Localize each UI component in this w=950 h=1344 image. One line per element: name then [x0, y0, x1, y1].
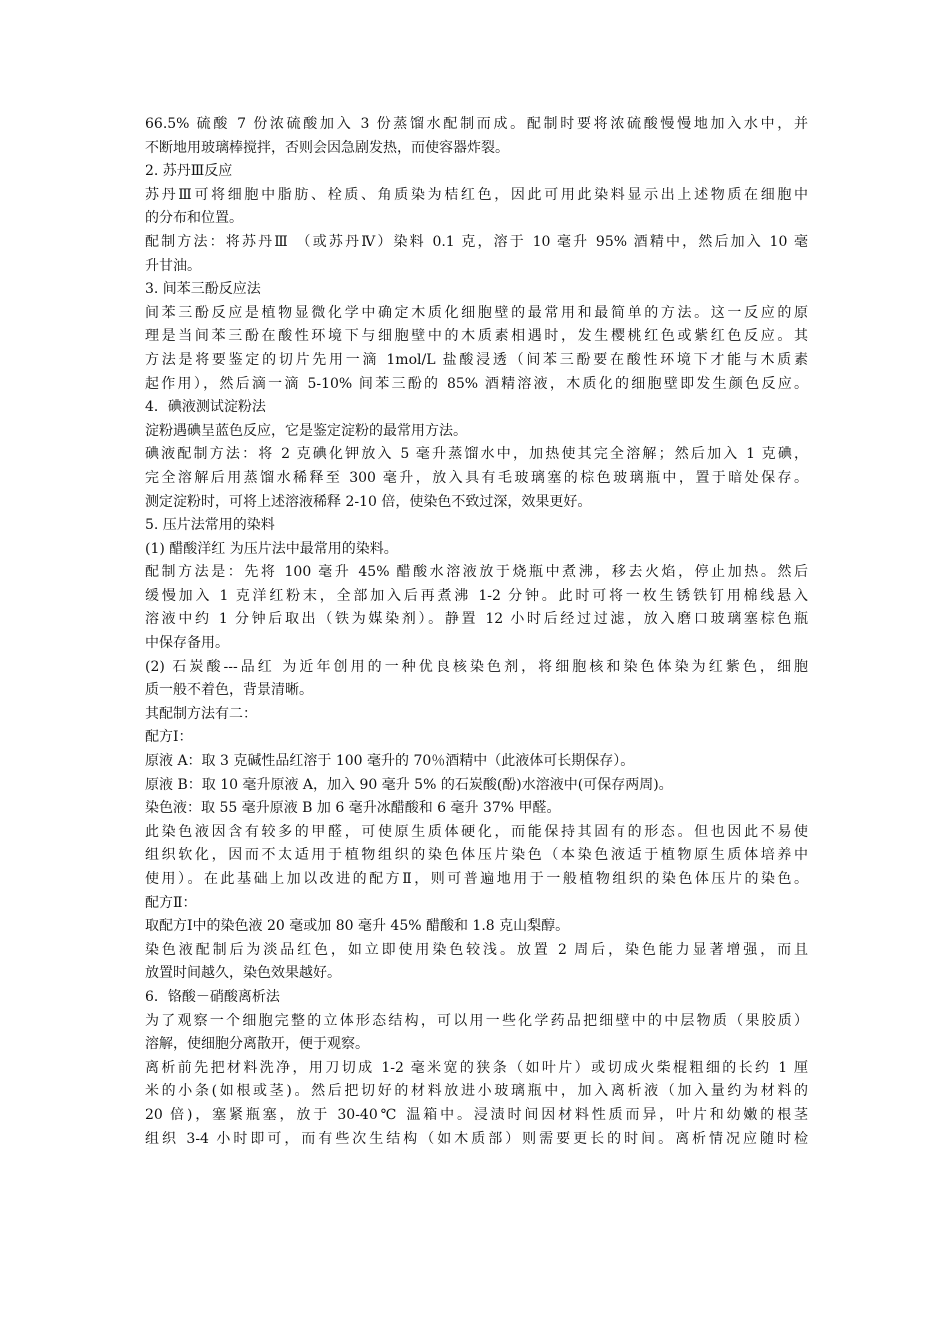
text-line: 组织软化，因而不太适用于植物组织的染色体压片染色（本染色液适于植物原生质体培养中 — [145, 847, 808, 864]
text-line: 起作用），然后滴一滴 5-10% 间苯三酚的 85% 酒精溶液，木质化的细胞壁即发生颜色反应。 — [145, 375, 808, 392]
text-line: 的分布和位置。 — [145, 210, 243, 227]
text-line: 理是当间苯三酚在酸性环境下与细胞壁中的木质素相遇时，发生樱桃红色或紫红色反应。其 — [145, 328, 808, 345]
text-line: 完全溶解后用蒸馏水稀释至 300 毫升，放入具有毛玻璃塞的棕色玻璃瓶中，置于暗处保存。 — [145, 469, 808, 486]
text-line: 为了观察一个细胞完整的立体形态结构，可以用一些化学药品把细壁中的中层物质（果胶质） — [145, 1012, 808, 1029]
text-line: 中保存备用。 — [145, 635, 229, 652]
text-line: 取配方Ⅰ中的染色液 20 毫或加 80 毫升 45% 醋酸和 1.8 克山梨醇。 — [145, 918, 570, 935]
text-line: 米的小条(如根或茎)。然后把切好的材料放进小玻璃瓶中，加入离析液（加入量约为材料的 — [145, 1083, 808, 1100]
text-line: 此染色液因含有较多的甲醛，可使原生质体硬化，而能保持其固有的形态。但也因此不易使 — [145, 823, 808, 840]
text-line: 3. 间苯三酚反应法 — [145, 281, 261, 298]
text-line: 原液 A：取 3 克碱性品红溶于 100 毫升的 70％酒精中（此液体可长期保存）。 — [145, 753, 635, 770]
text-line: 66.5% 硫酸 7 份浓硫酸加入 3 份蒸馏水配制而成。配制时要将浓硫酸慢慢地加入水中，并 — [145, 116, 808, 132]
text-line: 溶液中约 1 分钟后取出（铁为媒染剂）。静置 12 小时后经过过滤，放入磨口玻璃塞棕色瓶 — [145, 611, 808, 628]
text-line: 原液 B：取 10 毫升原液 A，加入 90 毫升 5% 的石炭酸(酚)水溶液中(可保存两周)。 — [145, 776, 673, 793]
text-line: 离析前先把材料洗净，用刀切成 1-2 毫米宽的狭条（如叶片）或切成火柴棍粗细的长约 1 厘 — [145, 1059, 808, 1076]
text-line: 测定淀粉时，可将上述溶液稀释 2-10 倍，使染色不致过深，效果更好。 — [145, 493, 592, 510]
text-line: 配制方法是：先将 100 毫升 45% 醋酸水溶液放于烧瓶中煮沸，移去火焰，停止加热。然后 — [145, 564, 808, 581]
text-line: 缓慢加入 1 克洋红粉末，全部加入后再煮沸 1-2 分钟。此时可将一枚生锈铁钉用棉线悬入 — [145, 587, 808, 604]
text-line: 苏丹Ⅲ可将细胞中脂肪、栓质、角质染为桔红色，因此可用此染料显示出上述物质在细胞中 — [145, 186, 808, 203]
text-line: 6．铬酸－硝酸离析法 — [145, 988, 280, 1005]
text-line: 间苯三酚反应是植物显微化学中确定木质化细胞壁的最常用和最简单的方法。这一反应的原 — [145, 304, 808, 321]
text-line: (1) 醋酸洋红 为压片法中最常用的染料。 — [145, 540, 398, 557]
text-line: 染色液：取 55 毫升原液 B 加 6 毫升冰醋酸和 6 毫升 37% 甲醛。 — [145, 800, 561, 817]
text-line: 配方Ⅰ： — [145, 729, 193, 746]
text-line: 放置时间越久，染色效果越好。 — [145, 965, 341, 982]
text-line: 2. 苏丹Ⅲ反应 — [145, 163, 233, 180]
text-line: 质一般不着色，背景清晰。 — [145, 682, 313, 699]
text-line: 淀粉遇碘呈蓝色反应，它是鉴定淀粉的最常用方法。 — [145, 422, 467, 439]
text-line: 组织 3-4 小时即可，而有些次生结构（如木质部）则需要更长的时间。离析情况应随时检 — [145, 1130, 808, 1147]
text-line: 方法是将要鉴定的切片先用一滴 1mol/L 盐酸浸透（间苯三酚要在酸性环境下才能与木质素 — [145, 351, 808, 368]
document-page — [145, 113, 808, 1151]
text-line: (2) 石炭酸---品红 为近年创用的一种优良核染色剂，将细胞核和染色体染为红紫色，细胞 — [145, 658, 808, 675]
text-line: 不断地用玻璃棒搅拌，否则会因急剧发热，而使容器炸裂。 — [145, 139, 509, 156]
text-line: 其配制方法有二： — [145, 705, 257, 722]
text-line: 升甘油。 — [145, 257, 201, 274]
text-line: 使用）。在此基础上加以改进的配方Ⅱ，则可普遍地用于一般植物组织的染色体压片的染色。 — [145, 871, 808, 887]
text-line: 溶解，使细胞分离散开，便于观察。 — [145, 1036, 369, 1053]
text-line: 20 倍)，塞紧瓶塞，放于 30-40℃ 温箱中。浸渍时间因材料性质而异，叶片和幼嫩的根茎 — [145, 1106, 808, 1123]
text-line: 染色液配制后为淡品红色，如立即使用染色较浅。放置 2 周后，染色能力显著增强，而且 — [145, 941, 808, 958]
text-line: 配方Ⅱ： — [145, 894, 197, 911]
text-line: 配制方法：将苏丹Ⅲ （或苏丹Ⅳ）染料 0.1 克，溶于 10 毫升 95% 酒精中，然后加入 10 毫 — [145, 233, 808, 250]
text-line: 4．碘液测试淀粉法 — [145, 399, 266, 416]
text-line: 5. 压片法常用的染料 — [145, 517, 275, 534]
text-line: 碘液配制方法：将 2 克碘化钾放入 5 毫升蒸馏水中，加热使其完全溶解；然后加入 1 克碘， — [145, 446, 808, 463]
